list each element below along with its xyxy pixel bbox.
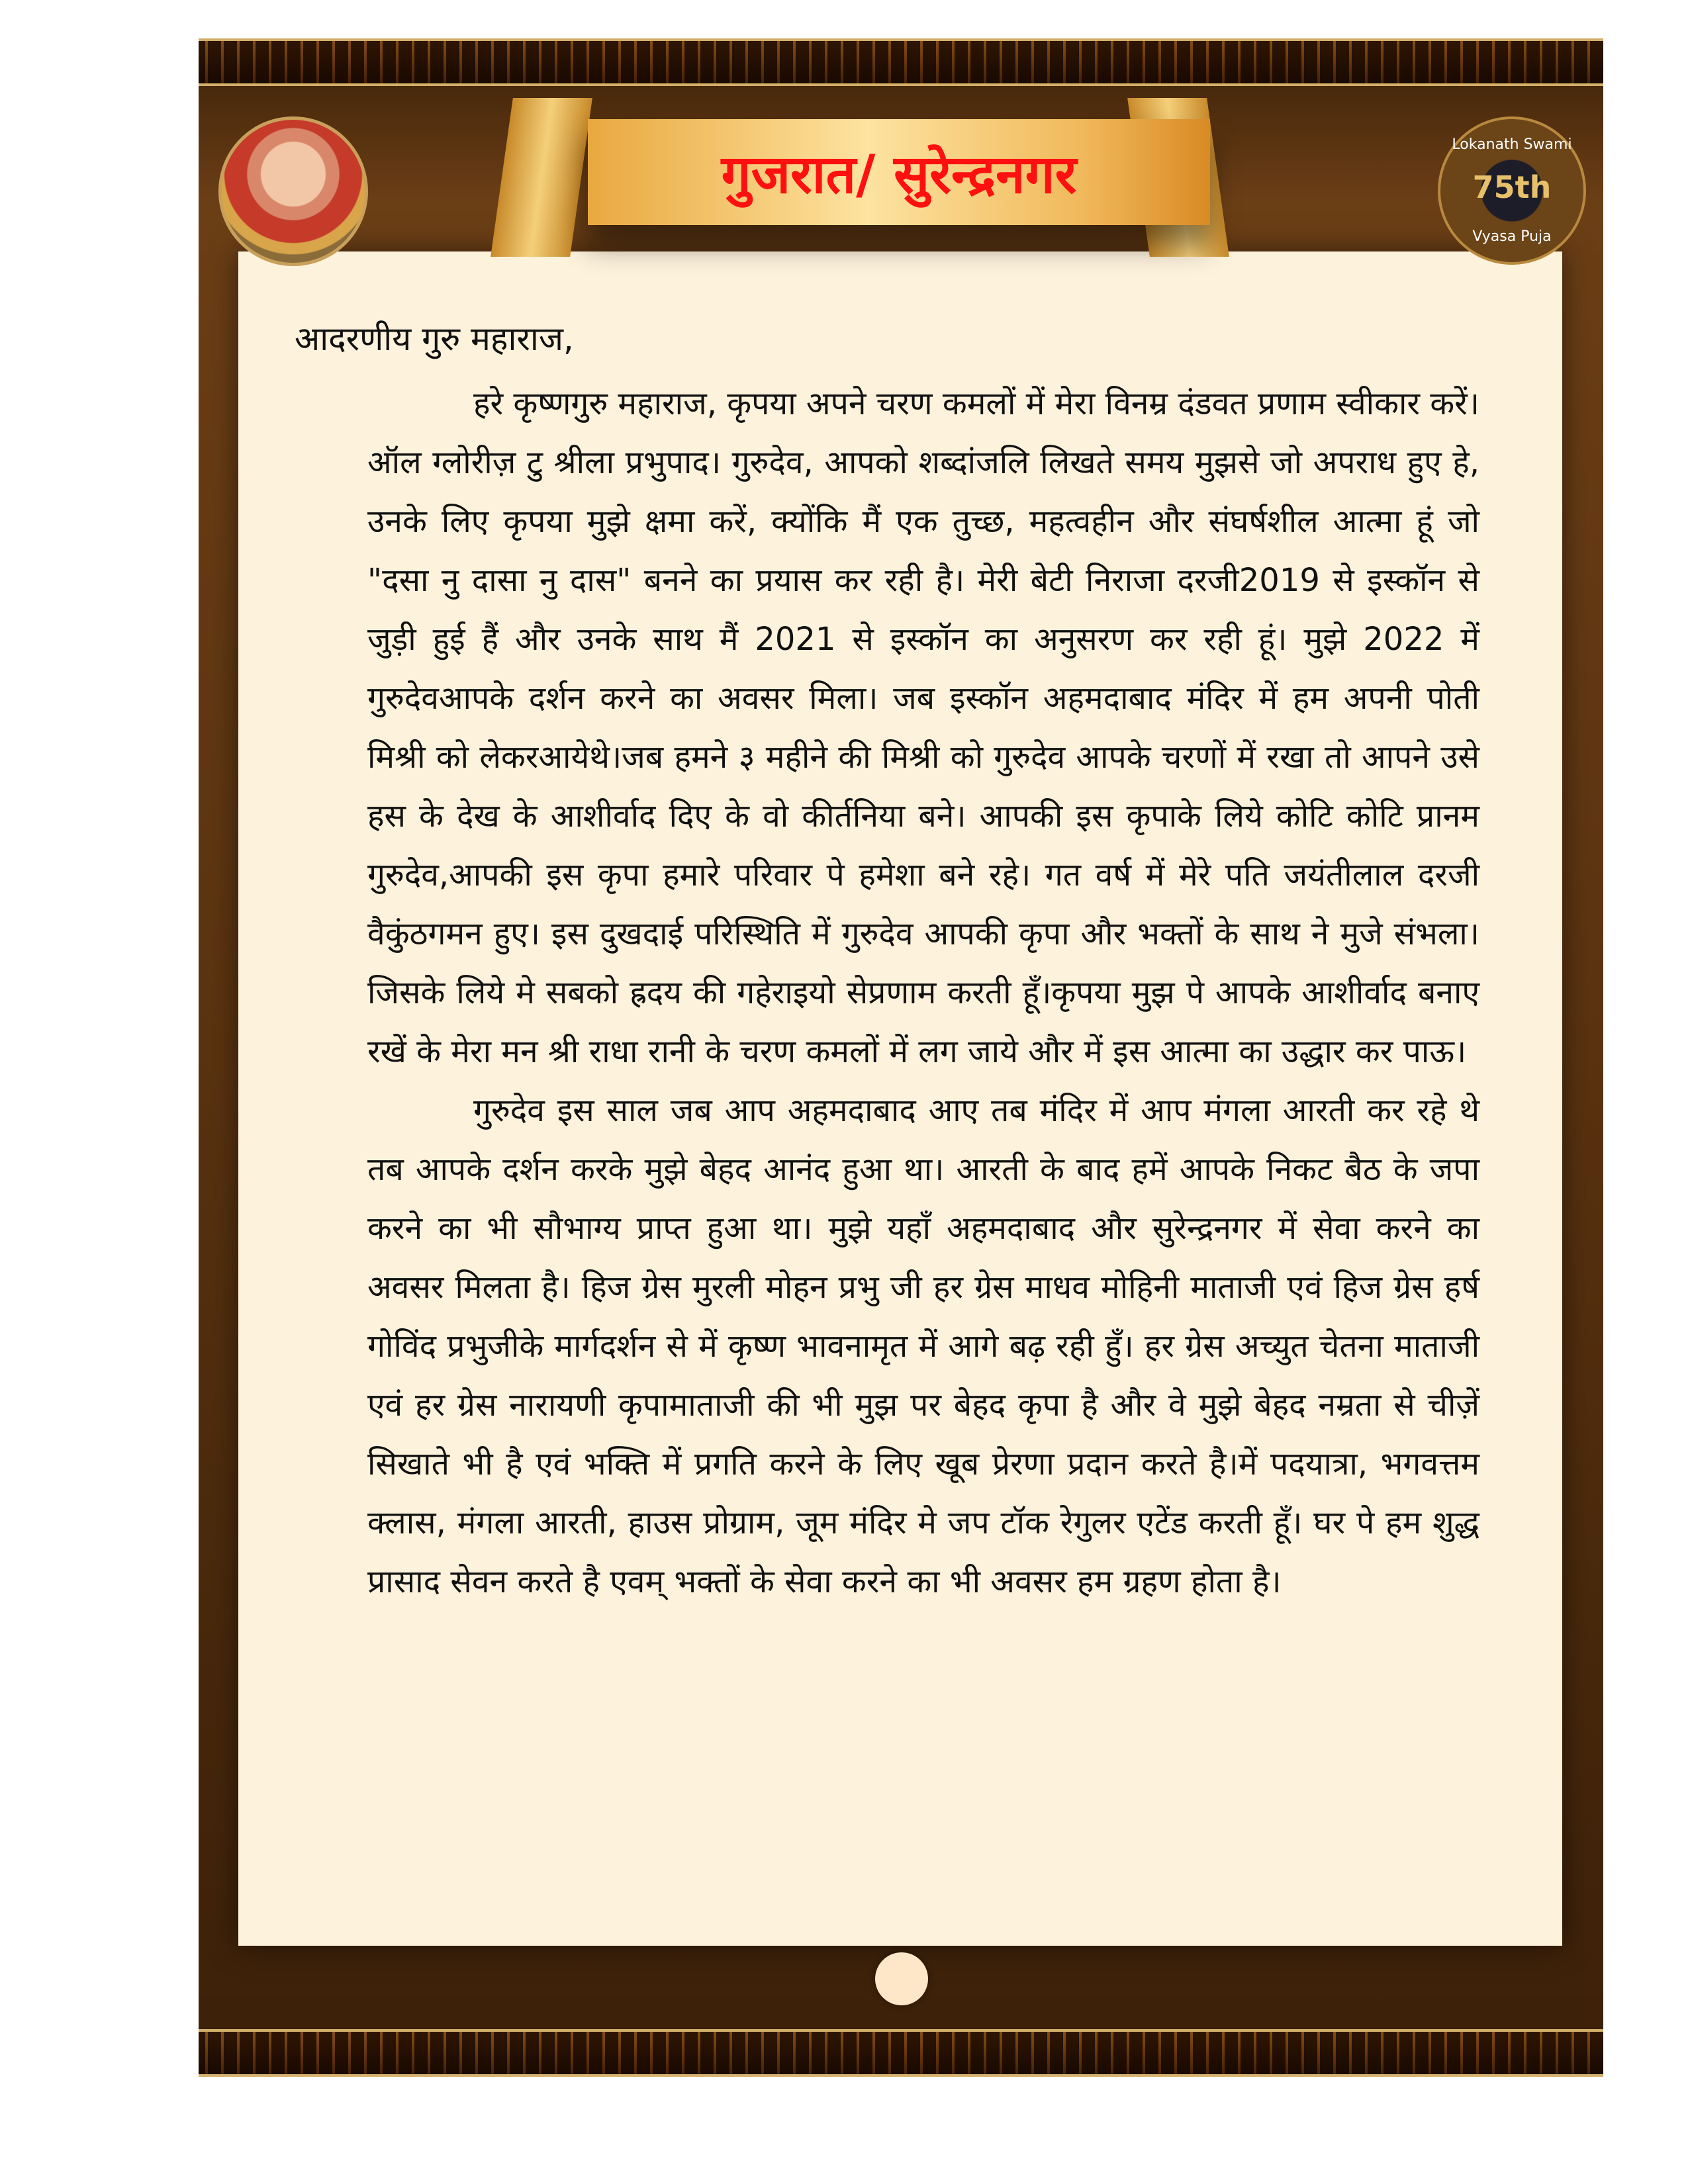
paragraph-1: हरे कृष्णगुरु महाराज, कृपया अपने चरण कमलों में मेरा विनम्र दंडवत प्रणाम स्वीकार करें।ऑल ग्लोरीज़ टु श्रीला प्रभुपाद। गुरुदेव, आपको शब्दांजलि लिखते समय मुझसे जो अपराध हुए हे, उनके लिए कृपया मुझे क्षमा करें, क्योंकि मैं एक तुच्छ, महत्वहीन और संघर्षशील आत्मा हूं जो "दसा नु दासा नु दास" बनने का प्रयास कर रही है। मेरी बेटी निराजा दरजी2019 से इस्कॉन से जुड़ी हुई हैं और उनके साथ मैं 2021 से इस्कॉन का अनुसरण कर रही हूं। मुझे 2022 में गुरुदेवआपके दर्शन करने का अवसर मिला। जब इस्कॉन अहमदाबाद मंदिर में हम अपनी पोती मिश्री को लेकरआयेथे।जब हमने ३ महीने की मिश्री को गुरुदेव आपके चरणों में रखा तो आपने उसे हस के देख के आशीर्वाद दिए के वो कीर्तनिया बने। आपकी इस कृपाके लिये कोटि कोटि प्रानम गुरुदेव,आपकी इस कृपा हमारे परिवार पे हमेशा बने रहे। गत वर्ष में मेरे पति जयंतीलाल दरजी वैकुंठगमन हुए। इस दुखदाई परिस्थिति में गुरुदेव आपकी कृपा और भक्तों के साथ ने मुजे संभला। जिसके लिये मे सबको ह्रदय की गहेराइयो सेप्रणाम करती हूँ।कृपया मुझ पे आपके आशीर्वाद बनाए रखें के मेरा मन श्री राधा रानी के चरण कमलों में लग जाये और में इस आत्मा का उद्धार कर पाऊ। — [367, 385, 1479, 1070]
paragraph-2: गुरुदेव इस साल जब आप अहमदाबाद आए तब मंदिर में आप मंगला आरती कर रहे थे तब आपके दर्शन करके मुझे बेहद आनंद हुआ था। आरती के बाद हमें आपके निकट बैठ के जपा करने का भी सौभाग्य प्राप्त हुआ था। मुझे यहाँ अहमदाबाद और सुरेन्द्रनगर में सेवा करने का अवसर मिलता है। हिज ग्रेस मुरली मोहन प्रभु जी हर ग्रेस माधव मोहिनी माताजी एवं हिज ग्रेस हर्ष गोविंद प्रभुजीके मार्गदर्शन से में कृष्ण भावनामृत में आगे बढ़ रही हुँ। हर ग्रेस अच्युत चेतना माताजी एवं हर ग्रेस नारायणी कृपामाताजी की भी मुझ पर बेहद कृपा है और वे मुझे बेहद नम्रता से चीज़ें सिखाते भी है एवं भक्ति में प्रगति करने के लिए खूब प्रेरणा प्रदान करते है।में पदयात्रा, भगवत्तम क्लास, मंगला आरती, हाउस प्रोग्राम, जूम मंदिर मे जप टॉक रेगुलर एटेंड करती हूँ। घर पे हम शुद्ध प्रासाद सेवन करते है एवम् भक्तों के सेवा करने का भी अवसर हम ग्रहण होता है। — [367, 1092, 1479, 1600]
badge-top-text: Lokanath Swami — [1452, 136, 1572, 153]
decorative-border-top — [199, 38, 1603, 86]
letter-body — [367, 375, 1479, 1612]
badge-bottom-text: Vyasa Puja — [1472, 228, 1552, 245]
salutation: आदरणीय गुरु महाराज, — [295, 320, 574, 358]
vyasa-puja-badge-logo — [1438, 116, 1586, 265]
badge-number: 75th — [1472, 169, 1552, 205]
title-ribbon — [588, 119, 1210, 225]
guru-photo — [218, 116, 368, 266]
page-title: गुजरात/ सुरेन्द्रनगर — [721, 143, 1077, 205]
decorative-border-bottom — [199, 2029, 1603, 2077]
decorative-circle — [875, 1952, 928, 2005]
